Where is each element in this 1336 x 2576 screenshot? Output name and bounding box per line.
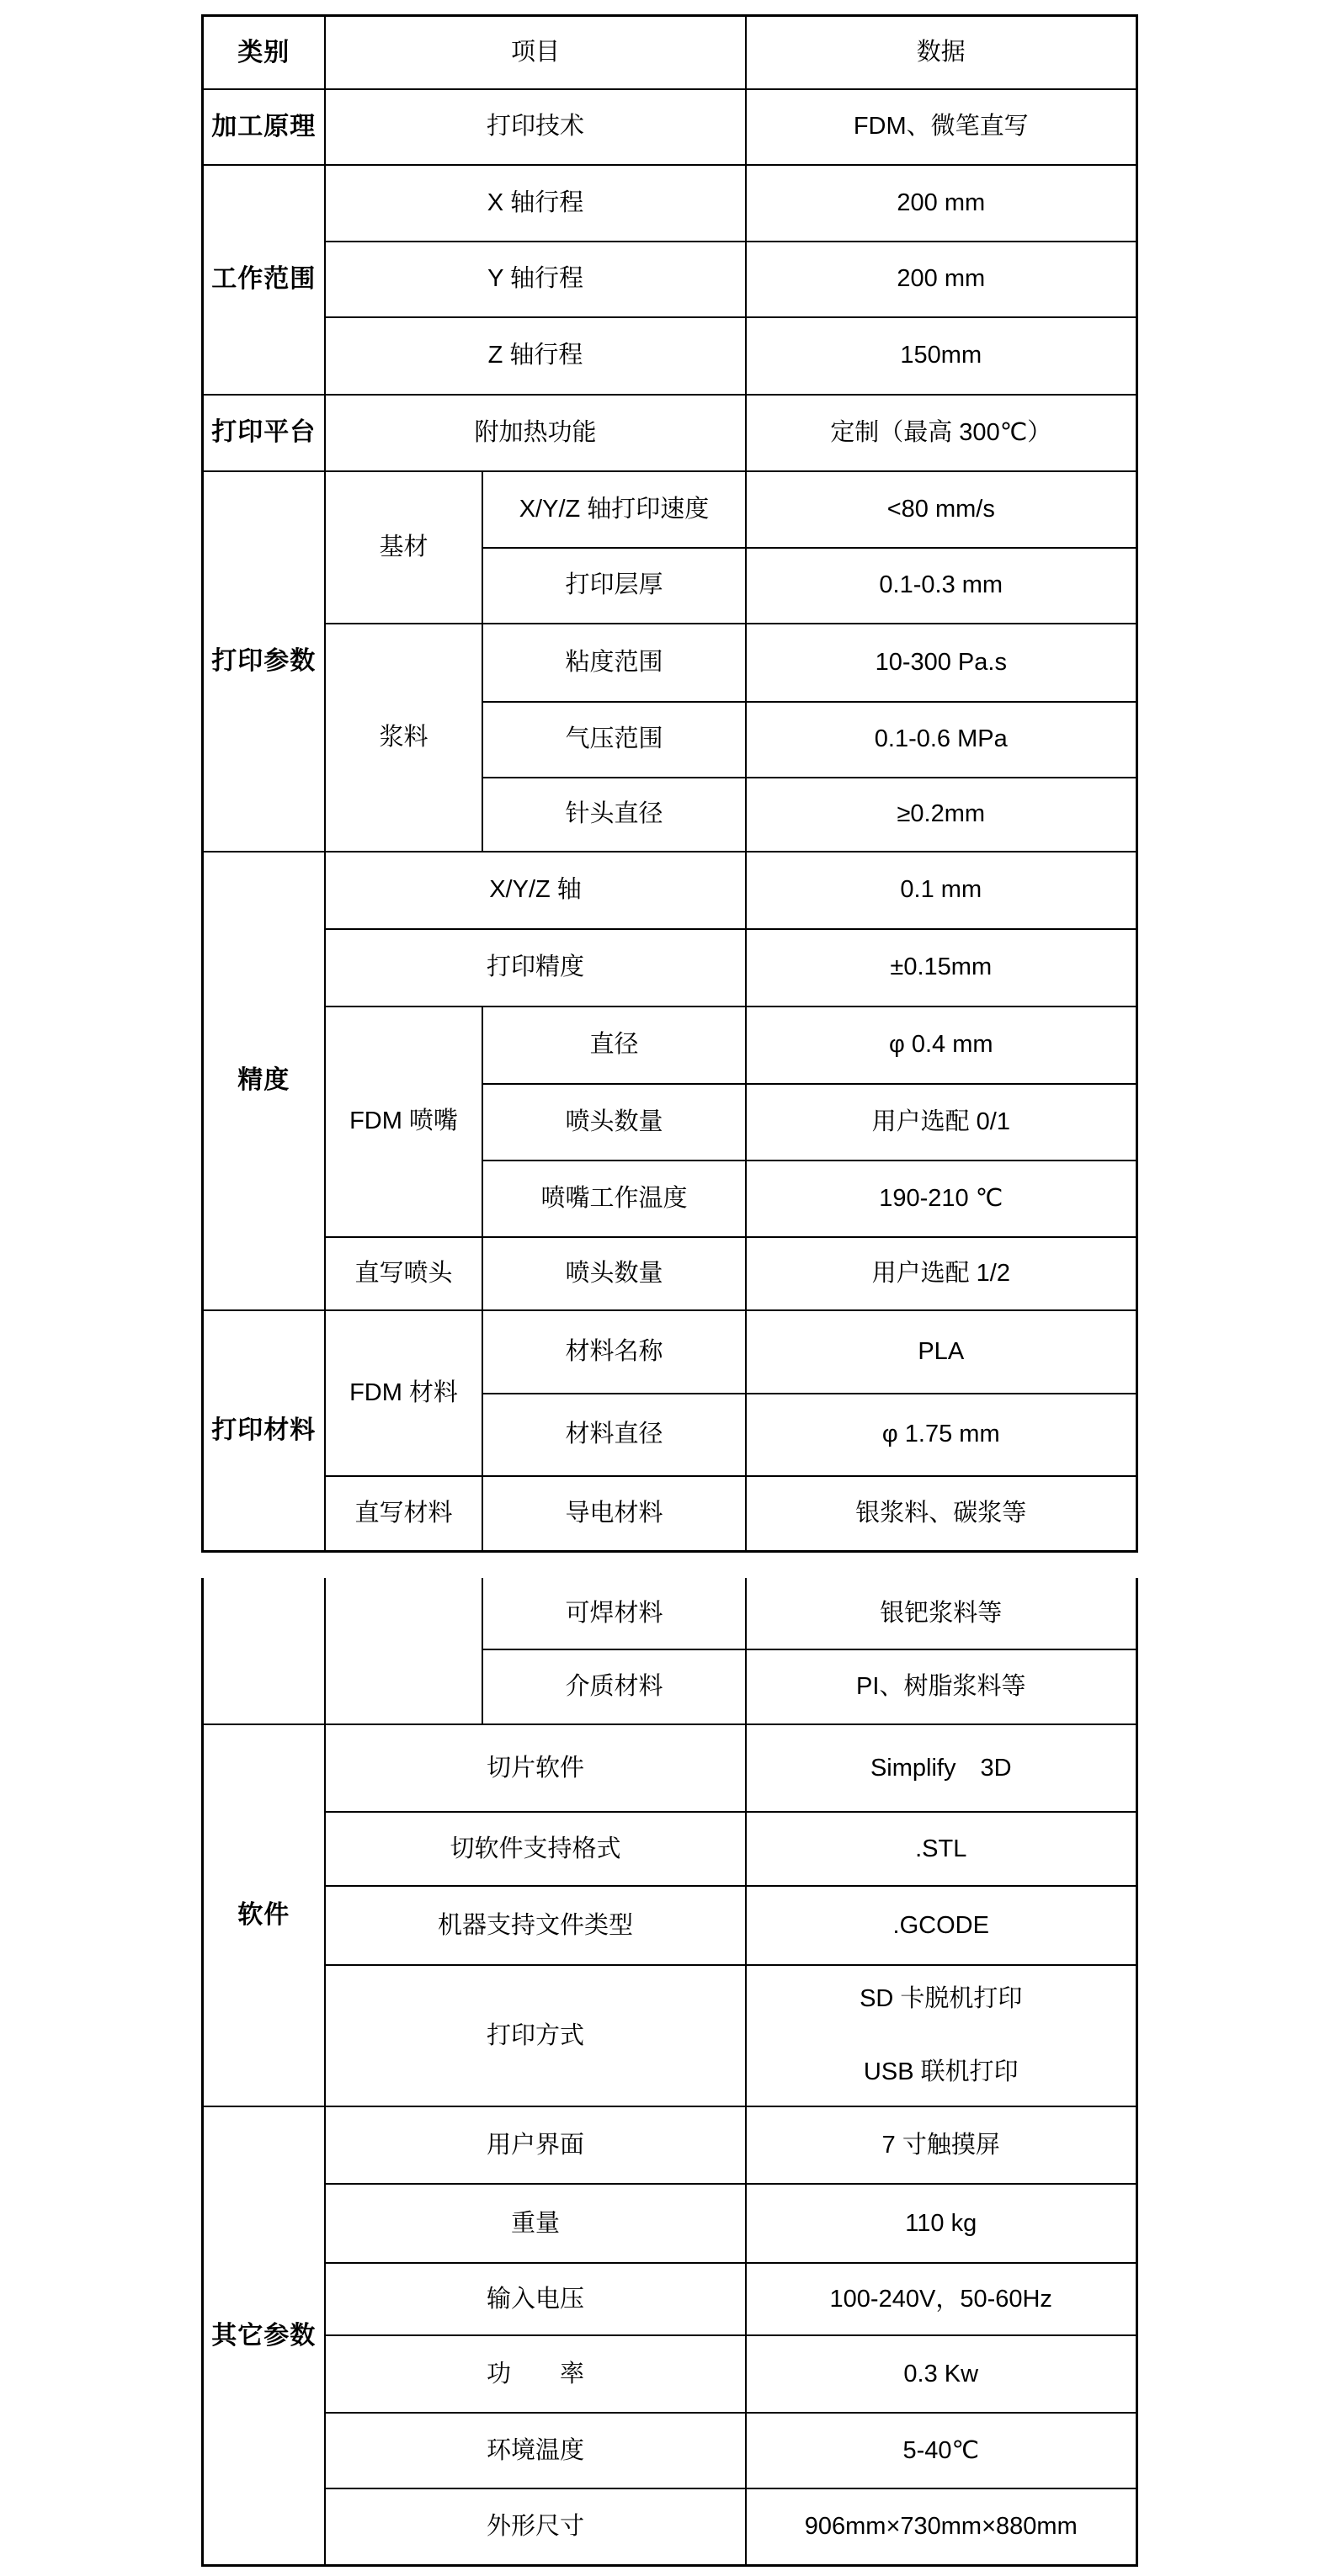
- item-cell: 喷头数量: [482, 1237, 746, 1310]
- spec-table-container: [201, 0, 1136, 2567]
- value-cell: [746, 1965, 1136, 2106]
- item-cell: Y 轴行程: [325, 242, 746, 317]
- item-cell: X/Y/Z 轴打印速度: [482, 471, 746, 548]
- item-cell: X 轴行程: [325, 165, 746, 242]
- value-cell: 190-210 ℃: [746, 1161, 1136, 1237]
- value-cell: ±0.15mm: [746, 929, 1136, 1006]
- table-row: [202, 2184, 1136, 2263]
- table-row: [202, 852, 1136, 929]
- table-row: [202, 1006, 1136, 1084]
- item-cell: 输入电压: [325, 2263, 746, 2335]
- header-row: [202, 16, 1136, 89]
- value-cell: PLA: [746, 1310, 1136, 1394]
- item-cell: 重量: [325, 2184, 746, 2263]
- value-cell: 用户选配 1/2: [746, 1237, 1136, 1310]
- item-cell: X/Y/Z 轴: [325, 852, 746, 929]
- item-cell: 切片软件: [325, 1724, 746, 1812]
- category-cell: 加工原理: [202, 89, 325, 165]
- group-cell-empty: [325, 1578, 482, 1724]
- item-cell: 导电材料: [482, 1476, 746, 1552]
- value-cell: Simplify 3D: [746, 1724, 1136, 1812]
- category-cell: 精度: [202, 852, 325, 1310]
- value-cell: 0.1-0.6 MPa: [746, 702, 1136, 778]
- table-row: [202, 2413, 1136, 2488]
- item-cell: 材料名称: [482, 1310, 746, 1394]
- item-cell: 功 率: [325, 2335, 746, 2413]
- value-cell: 0.1-0.3 mm: [746, 548, 1136, 624]
- spec-table-part-1: [201, 14, 1138, 1553]
- value-cell: .GCODE: [746, 1886, 1136, 1965]
- item-cell: 环境温度: [325, 2413, 746, 2488]
- header-data: 数据: [746, 16, 1136, 89]
- item-cell: 材料直径: [482, 1394, 746, 1476]
- group-cell: FDM 喷嘴: [325, 1006, 482, 1237]
- group-cell: 基材: [325, 471, 482, 624]
- print-mode-line-1: SD 卡脱机打印: [860, 1985, 1023, 2013]
- value-cell: 200 mm: [746, 165, 1136, 242]
- value-cell: 0.3 Kw: [746, 2335, 1136, 2413]
- item-cell: 可焊材料: [482, 1578, 746, 1649]
- value-cell: 10-300 Pa.s: [746, 624, 1136, 702]
- table-row: [202, 1310, 1136, 1394]
- table-row: [202, 1886, 1136, 1965]
- item-cell: 用户界面: [325, 2106, 746, 2184]
- value-cell: .STL: [746, 1812, 1136, 1886]
- item-cell: 打印技术: [325, 89, 746, 165]
- item-cell: 喷头数量: [482, 1084, 746, 1161]
- table-row: [202, 2263, 1136, 2335]
- value-cell: φ 1.75 mm: [746, 1394, 1136, 1476]
- table-row: [202, 1812, 1136, 1886]
- header-category: 类别: [202, 16, 325, 89]
- value-cell: 银浆料、碳浆等: [746, 1476, 1136, 1552]
- item-cell: 喷嘴工作温度: [482, 1161, 746, 1237]
- value-cell: FDM、微笔直写: [746, 89, 1136, 165]
- value-cell: 200 mm: [746, 242, 1136, 317]
- value-cell: 100-240V，50-60Hz: [746, 2263, 1136, 2335]
- table-row: [202, 395, 1136, 471]
- category-cell: 其它参数: [202, 2106, 325, 2565]
- group-cell: FDM 材料: [325, 1310, 482, 1476]
- table-row: [202, 1237, 1136, 1310]
- value-cell: ≥0.2mm: [746, 778, 1136, 852]
- item-cell: 介质材料: [482, 1649, 746, 1724]
- table-row: [202, 317, 1136, 395]
- table-row: [202, 1724, 1136, 1812]
- item-cell: 直径: [482, 1006, 746, 1084]
- item-cell: 打印层厚: [482, 548, 746, 624]
- category-cell: 打印参数: [202, 471, 325, 852]
- item-cell: 打印精度: [325, 929, 746, 1006]
- category-cell: 软件: [202, 1724, 325, 2106]
- table-row: [202, 1476, 1136, 1552]
- item-cell: 切软件支持格式: [325, 1812, 746, 1886]
- table-row: [202, 1578, 1136, 1649]
- category-cell: 打印平台: [202, 395, 325, 471]
- value-cell: 150mm: [746, 317, 1136, 395]
- table-row: [202, 929, 1136, 1006]
- value-cell: 906mm×730mm×880mm: [746, 2488, 1136, 2565]
- table-row: [202, 2488, 1136, 2565]
- value-cell: 5-40℃: [746, 2413, 1136, 2488]
- spec-table-part-2: [201, 1578, 1138, 2567]
- value-cell: 7 寸触摸屏: [746, 2106, 1136, 2184]
- table-row: [202, 89, 1136, 165]
- item-cell: 粘度范围: [482, 624, 746, 702]
- header-item: 项目: [325, 16, 746, 89]
- item-cell: 打印方式: [325, 1965, 746, 2106]
- value-cell: 定制（最高 300℃）: [746, 395, 1136, 471]
- category-cell: 打印材料: [202, 1310, 325, 1552]
- group-cell: 直写材料: [325, 1476, 482, 1552]
- value-cell: 用户选配 0/1: [746, 1084, 1136, 1161]
- table-row: [202, 242, 1136, 317]
- group-cell: 浆料: [325, 624, 482, 852]
- value-cell: φ 0.4 mm: [746, 1006, 1136, 1084]
- item-cell: 附加热功能: [325, 395, 746, 471]
- category-cell: 工作范围: [202, 165, 325, 395]
- print-mode-values: [750, 1984, 1132, 2087]
- value-cell: 110 kg: [746, 2184, 1136, 2263]
- table-row: [202, 624, 1136, 702]
- table-row: [202, 165, 1136, 242]
- group-cell: 直写喷头: [325, 1237, 482, 1310]
- item-cell: Z 轴行程: [325, 317, 746, 395]
- item-cell: 气压范围: [482, 702, 746, 778]
- table-row: [202, 2106, 1136, 2184]
- table-row: [202, 2335, 1136, 2413]
- value-cell: 银钯浆料等: [746, 1578, 1136, 1649]
- value-cell: <80 mm/s: [746, 471, 1136, 548]
- value-cell: PI、树脂浆料等: [746, 1649, 1136, 1724]
- item-cell: 机器支持文件类型: [325, 1886, 746, 1965]
- print-mode-line-2: USB 联机打印: [863, 2058, 1019, 2085]
- item-cell: 外形尺寸: [325, 2488, 746, 2565]
- item-cell: 针头直径: [482, 778, 746, 852]
- table-row: [202, 471, 1136, 548]
- table-row: [202, 1965, 1136, 2106]
- value-cell: 0.1 mm: [746, 852, 1136, 929]
- category-cell-empty: [202, 1578, 325, 1724]
